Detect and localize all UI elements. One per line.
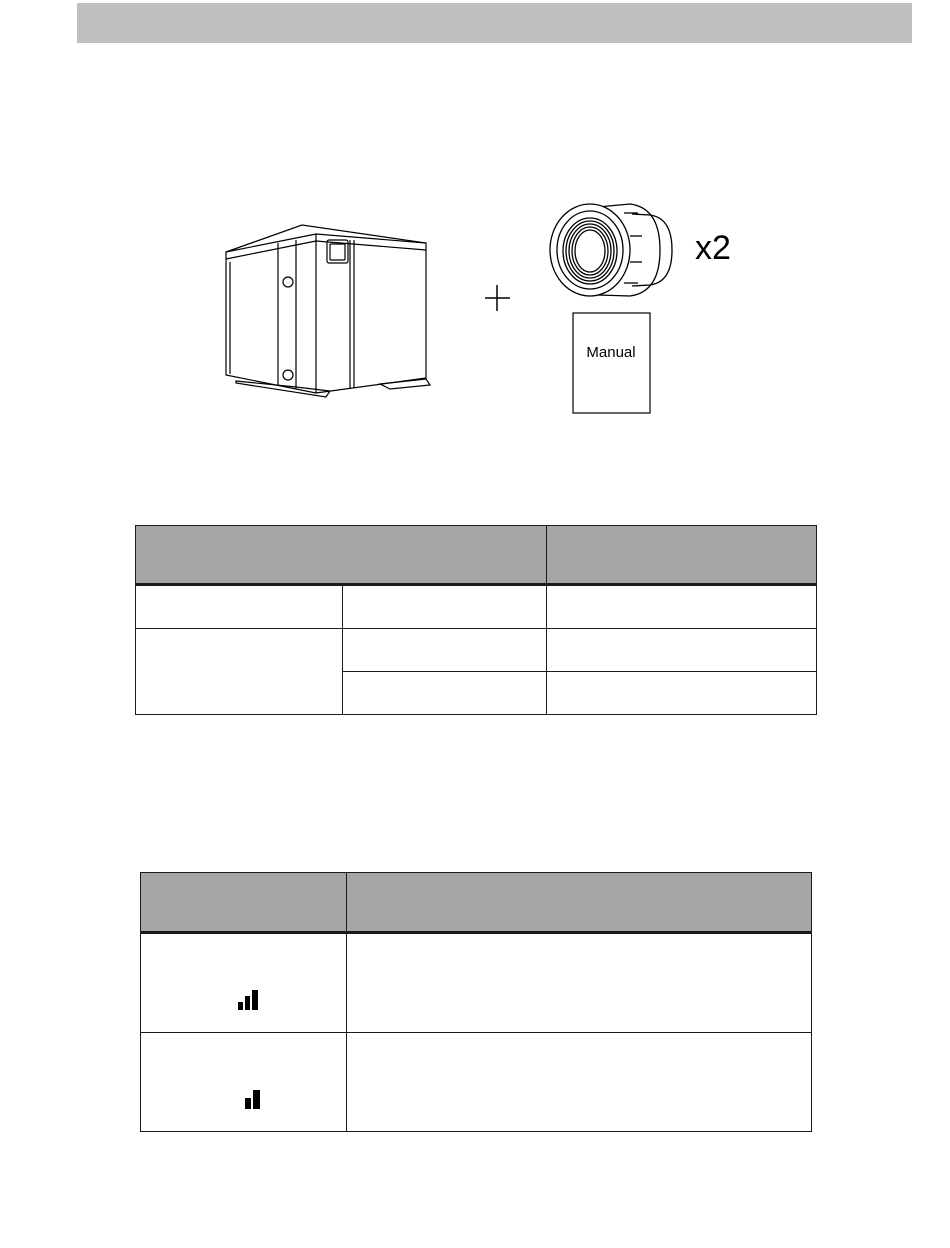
- accessories-table: [135, 525, 817, 715]
- table-header-row: [136, 526, 817, 585]
- heat-pump-unit-icon: [226, 225, 430, 397]
- table-cell: [347, 933, 812, 1033]
- table-cell: [141, 933, 347, 1033]
- table-header-cell: [347, 873, 812, 933]
- signal-three-bars-icon: [237, 989, 261, 1011]
- table-cell: [343, 585, 547, 629]
- pipe-connector-icon: [550, 204, 672, 296]
- table-header-cell: [136, 526, 547, 585]
- table-cell: [547, 672, 817, 715]
- table-row: [136, 585, 817, 629]
- table-header-cell: [547, 526, 817, 585]
- quantity-label: x2: [695, 229, 731, 267]
- signal-two-bars-icon: [244, 1088, 264, 1110]
- manual-booklet-icon: [573, 313, 650, 413]
- table-cell: [347, 1033, 812, 1132]
- table-header-row: [141, 873, 812, 933]
- table-cell: [547, 585, 817, 629]
- table-cell: [136, 629, 343, 715]
- table-cell: [343, 672, 547, 715]
- table-cell: [141, 1033, 347, 1132]
- table-row: [141, 933, 812, 1033]
- mode-table: [140, 872, 812, 1132]
- plus-sign-icon: [485, 285, 510, 311]
- table-header-cell: [141, 873, 347, 933]
- package-contents-illustration: [0, 0, 950, 460]
- table-cell: [547, 629, 817, 672]
- table-cell: [343, 629, 547, 672]
- table-row: [141, 1033, 812, 1132]
- table-row: [136, 629, 817, 672]
- table-cell: [136, 585, 343, 629]
- manual-label: Manual: [586, 344, 636, 361]
